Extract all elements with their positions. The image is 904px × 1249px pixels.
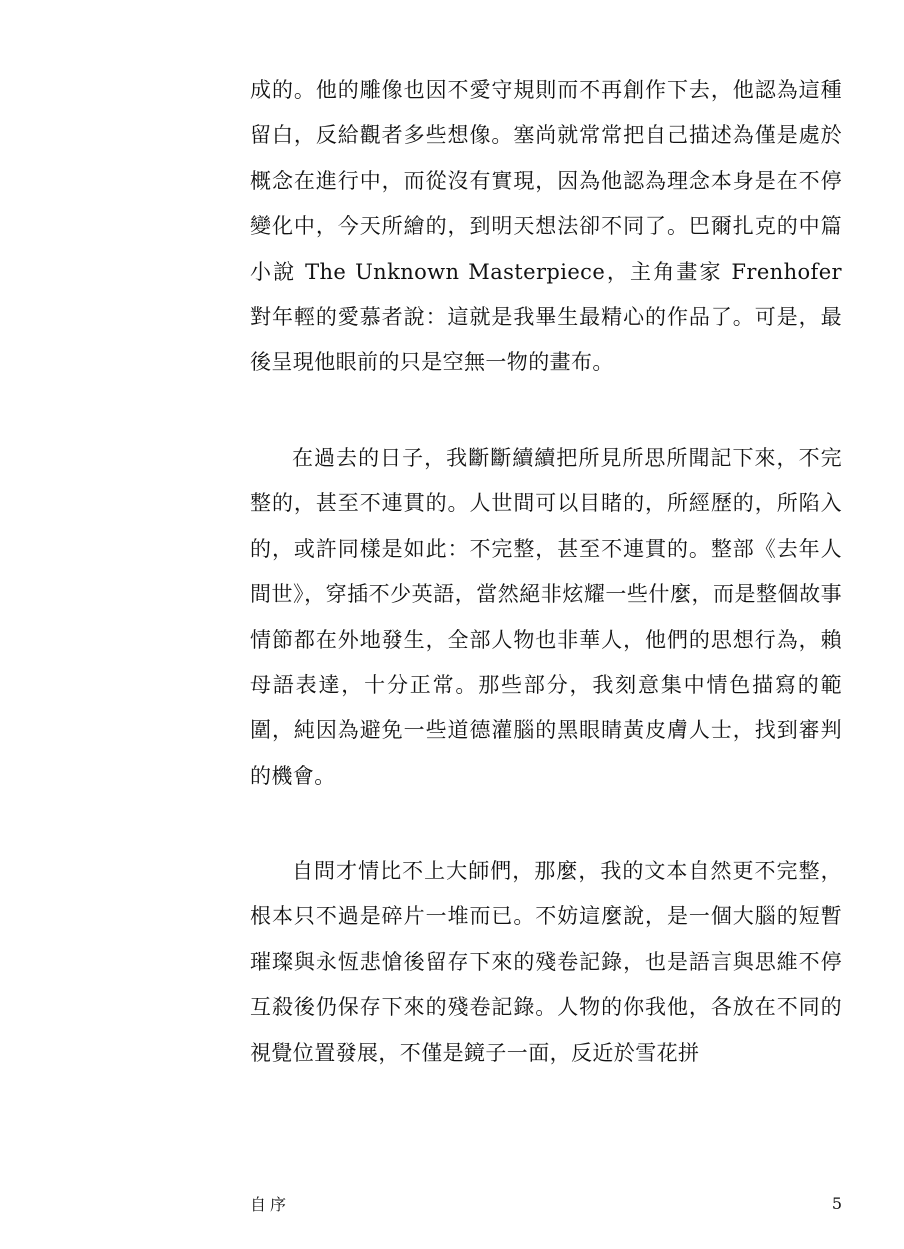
page-number: 5 bbox=[831, 1194, 842, 1213]
paragraph: 在過去的日子，我斷斷續續把所見所思所聞記下來，不完整的，甚至不連貫的。人世間可以目睹的，所經歷的，所陷入的，或許同樣是如此：不完整，甚至不連貫的。整部《去年人間世》，穿插不少英語，當然絕非炫耀一些什麼，而是整個故事情節都在外地發生，全部人物也非華人，他們的思想行為，賴母語表達，十分正常。那些部分，我刻意集中情色描寫的範圍，純因為避免一些道德灌腦的黑眼睛黃皮膚人士，找到審判的機會。 bbox=[250, 446, 842, 788]
running-footer-section-title: 自序 bbox=[250, 1195, 291, 1214]
paragraph-continued: 成的。他的雕像也因不愛守規則而不再創作下去，他認為這種留白，反給觀者多些想像。塞尚就常常把自己描述為僅是處於概念在進行中，而從沒有實現，因為他認為理念本身是在不停變化中，今天所繪的，到明天想法卻不同了。巴爾扎克的中篇小說 The Unknown Masterpiece，主角畫家 Frenhofer 對年輕的愛慕者說：這就是我畢生最精心的作品了。可是，最後呈現他眼前的只是空無一物的畫布。 bbox=[250, 78, 842, 375]
paragraph: 自問才情比不上大師們，那麼，我的文本自然更不完整，根本只不過是碎片一堆而已。不妨這麼說，是一個大腦的短暫璀璨與永恆悲愴後留存下來的殘卷記錄，也是語言與思維不停互殺後仍保存下來的殘卷記錄。人物的你我他，各放在不同的視覺位置發展，不僅是鏡子一面，反近於雪花拼 bbox=[250, 859, 842, 1065]
